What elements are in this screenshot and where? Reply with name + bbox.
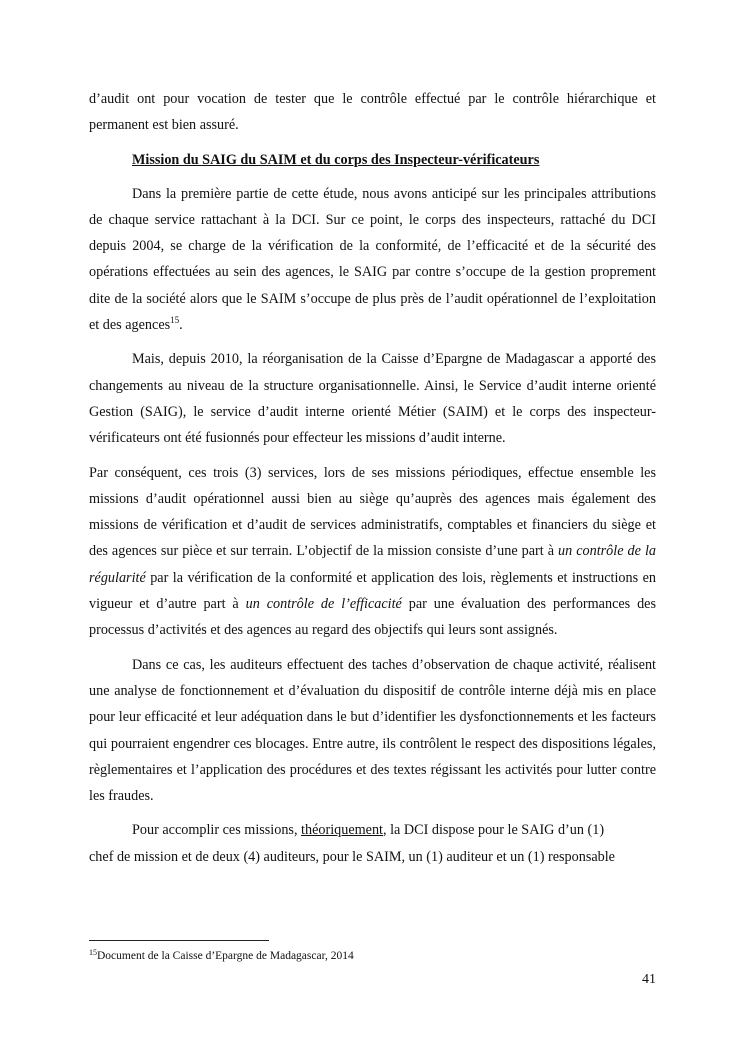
section-heading: Mission du SAIG du SAIM et du corps des Inspecteur-vérificateurs	[132, 151, 540, 168]
spacer	[89, 338, 656, 346]
emphasis-efficacite: un contrôle de l’efficacité	[245, 596, 402, 613]
paragraph-4-part-c: par une évaluation des performances des processus d’activités et des agences au regard des objectifs qui leurs sont assignés.	[89, 596, 656, 639]
paragraph-3: Mais, depuis 2010, la réorganisation de la Caisse d’Epargne de Madagascar a apporté des changements au niveau de la structure organisationnelle. Ainsi, le Service d’audit interne orienté Gestion (SAIG), le service d’audit interne orienté Métier (SAIM) et le corps des inspecteur-vérificateurs ont été fusionnés pour effecteur les missions d’audit interne.	[89, 351, 656, 447]
paragraph-5: Dans ce cas, les auditeurs effectuent des taches d’observation de chaque activité, réalisent une analyse de fonctionnement et d’évaluation du dispositif de contrôle interne déjà mis en place pour leur efficacité et leur adéquation dans le but d’identifier les dysfonctionnements et les facteurs qui pourraient engendrer ces blocages. Entre autre, ils contrôlent le respect des dispositions légales, règlementaires et l’application des procédures et des textes régissant les activités pour lutter contre les fraudes.	[89, 656, 656, 805]
underlined-theoriquement: théoriquement	[301, 822, 383, 839]
paragraph-2	[89, 181, 656, 339]
spacer	[89, 139, 656, 147]
spacer	[89, 452, 656, 460]
footnote-number: 15	[89, 948, 97, 957]
footnote-text: Document de la Caisse d’Epargne de Madagascar, 2014	[97, 950, 354, 962]
paragraph-4	[89, 460, 656, 644]
paragraph-6-line-1	[89, 817, 656, 843]
paragraph-continuation: d’audit ont pour vocation de tester que le contrôle effectué par le contrôle hiérarchique et permanent est bien assuré.	[89, 91, 656, 134]
paragraph-2-end: .	[179, 317, 183, 334]
footnote	[89, 948, 354, 964]
spacer	[89, 809, 656, 817]
paragraph-4-part-a: Par conséquent, ces trois (3) services, lors de ses missions périodiques, effectue ensemble les missions d’audit opérationnel aussi bien au siège qu’auprès des agences mais également des missions de vérification et d’audit de services administratifs, comptables et financiers du siège et des agences sur pièce et sur terrain. L’objectif de la mission consiste d’une part à	[89, 464, 656, 560]
footnote-divider	[89, 940, 269, 941]
spacer	[89, 644, 656, 652]
emphasis-regularite: un contrôle de la régularité	[89, 543, 656, 586]
paragraph-6-part-b: , la DCI dispose pour le SAIG d’un (1)	[383, 822, 605, 839]
paragraph-6-line-2: chef de mission et de deux (4) auditeurs, pour le SAIM, un (1) auditeur et un (1) responsable	[89, 848, 615, 865]
spacer	[89, 173, 656, 181]
page-body	[89, 86, 656, 870]
paragraph-4-part-b: par la vérification de la conformité et application des lois, règlements et instructions en vigueur et d’autre part à	[89, 569, 656, 613]
paragraph-6-part-a: Pour accomplir ces missions,	[132, 822, 302, 839]
paragraph-2-text: Dans la première partie de cette étude, nous avons anticipé sur les principales attributions de chaque service rattachant à la DCI. Sur ce point, le corps des inspecteurs, rattaché du DCI depuis 2004, se charge de la vérification de la conformité, de l’efficacité et de la sécurité des opérations effectuées au sein des agences, le SAIG par contre s’occupe de la gestion proprement dite de la société alors que le SAIM s’occupe de plus près de l’audit opérationnel de l’exploitation et des agences	[89, 185, 656, 334]
footnote-ref[interactable]: 15	[170, 315, 180, 326]
page-number: 41	[642, 972, 656, 987]
